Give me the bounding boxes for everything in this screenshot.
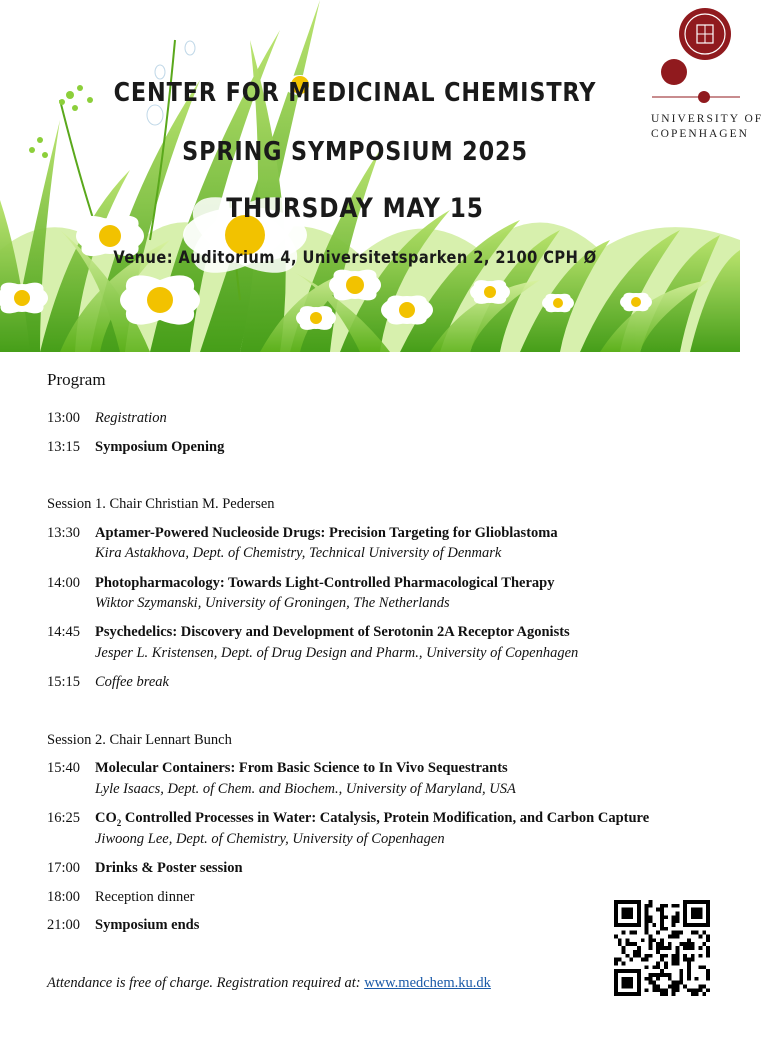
program-item-ends <box>47 917 199 934</box>
item-title: Drinks & Poster session <box>95 860 243 876</box>
talk-title: Aptamer-Powered Nucleoside Drugs: Precision Targeting for Glioblastoma <box>95 525 558 541</box>
talk-item <box>47 810 649 828</box>
talk-title-pre: CO <box>95 810 117 826</box>
item-time: 16:25 <box>47 810 81 826</box>
talk-speaker: Kira Astakhova, Dept. of Chemistry, Technical University of Denmark <box>95 545 502 561</box>
talk-item <box>47 575 554 592</box>
program-item-registration <box>47 410 167 427</box>
talk-title: Molecular Containers: From Basic Science to In Vivo Sequestrants <box>95 760 508 776</box>
talk-speaker: Lyle Isaacs, Dept. of Chem. and Biochem., University of Maryland, USA <box>95 781 516 797</box>
talk-title-subscript: 2 <box>116 817 122 828</box>
footer-note <box>47 975 491 992</box>
registration-link[interactable]: www.medchem.ku.dk <box>364 975 491 991</box>
item-title: Registration <box>95 410 167 426</box>
talk-title-post: Controlled Processes in Water: Catalysis, Protein Modification, and Carbon Capture <box>121 810 650 826</box>
logo-line-2: COPENHAGEN <box>651 128 749 140</box>
header-title-date: THURSDAY MAY 15 <box>226 193 484 224</box>
header-title-center: CENTER FOR MEDICINAL CHEMISTRY <box>113 78 597 108</box>
university-logo-text <box>651 112 763 142</box>
item-title: Symposium Opening <box>95 439 225 455</box>
item-time: 14:00 <box>47 575 81 591</box>
talk-speaker: Jiwoong Lee, Dept. of Chemistry, University of Copenhagen <box>95 831 445 847</box>
talk-title: Photopharmacology: Towards Light-Controlled Pharmacological Therapy <box>95 575 555 591</box>
session-2-heading: Session 2. Chair Lennart Bunch <box>47 732 232 748</box>
qr-code-icon[interactable] <box>614 900 710 996</box>
talk-item <box>47 624 570 641</box>
grass-daisies-illustration <box>0 0 740 352</box>
item-time: 15:40 <box>47 760 81 776</box>
talk-item <box>47 760 508 777</box>
talk-speaker: Wiktor Szymanski, University of Groningen, The Netherlands <box>95 595 450 611</box>
program-item-opening <box>47 439 224 456</box>
item-title: Coffee break <box>95 674 169 690</box>
item-time: 15:15 <box>47 674 81 690</box>
item-time: 13:00 <box>47 410 81 426</box>
item-title: Symposium ends <box>95 917 200 933</box>
item-time: 21:00 <box>47 917 81 933</box>
program-item-coffee-break <box>47 674 169 691</box>
item-time: 13:30 <box>47 525 81 541</box>
logo-line-1: UNIVERSITY OF <box>651 113 763 125</box>
header-banner <box>0 0 740 352</box>
item-title: Reception dinner <box>95 889 195 905</box>
item-time: 14:45 <box>47 624 81 640</box>
item-time: 17:00 <box>47 860 81 876</box>
talk-title: Psychedelics: Discovery and Development of Serotonin 2A Receptor Agonists <box>95 624 570 640</box>
header-title-symposium: SPRING SYMPOSIUM 2025 <box>182 137 528 167</box>
program-heading: Program <box>47 370 106 389</box>
university-seal-icon <box>640 0 740 110</box>
footer-text: Attendance is free of charge. Registration required at: <box>47 975 365 991</box>
talk-item <box>47 525 558 542</box>
program-item-dinner <box>47 889 194 906</box>
talk-title <box>95 810 649 826</box>
program-item-drinks <box>47 860 243 877</box>
header-venue: Venue: Auditorium 4, Universitetsparken 2, 2100 CPH Ø <box>113 248 597 268</box>
session-1-heading: Session 1. Chair Christian M. Pedersen <box>47 496 275 512</box>
item-time: 13:15 <box>47 439 81 455</box>
item-time: 18:00 <box>47 889 81 905</box>
talk-speaker: Jesper L. Kristensen, Dept. of Drug Design and Pharm., University of Copenhagen <box>95 645 579 661</box>
